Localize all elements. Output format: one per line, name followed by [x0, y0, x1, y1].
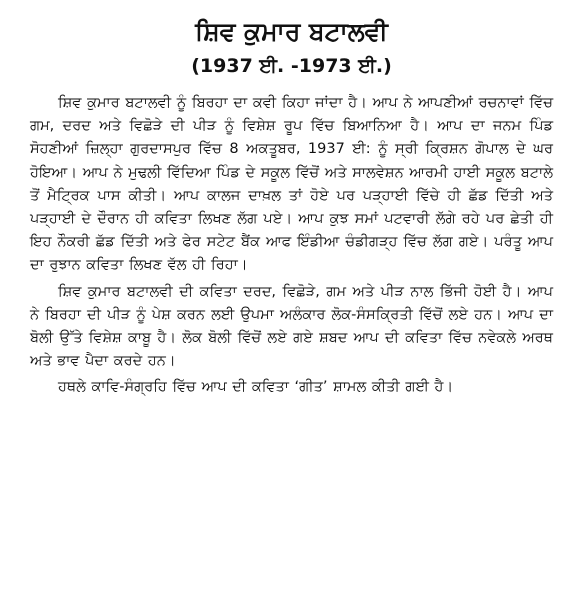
- paragraph-included-poem: ਹਥਲੇ ਕਾਵਿ-ਸੰਗ੍ਰਹਿ ਵਿੱਚ ਆਪ ਦੀ ਕਵਿਤਾ ‘ਗੀਤ’ ਸ਼ਾਮਲ ਕੀਤੀ ਗਈ ਹੈ।: [58, 379, 454, 396]
- paragraph-poetry-style: ਸ਼ਿਵ ਕੁਮਾਰ ਬਟਾਲਵੀ ਦੀ ਕਵਿਤਾ ਦਰਦ, ਵਿਛੋੜੇ, ਗਮ ਅਤੇ ਪੀੜ ਨਾਲ ਭਿੱਜੀ ਹੋਈ ਹੈ। ਆਪ ਨੇ ਬਿਰਹਾ ਦੀ ਪੀੜ ਨੂੰ ਪੇਸ਼ ਕਰਨ ਲਈ ਉਪਮਾ ਅਲੰਕਾਰ ਲੋਕ-ਸੰਸਕ੍ਰਿਤੀ ਵਿੱਚੋਂ ਲਏ ਹਨ। ਆਪ ਦਾ ਬੋਲੀ ਉੱਤੇ ਵਿਸ਼ੇਸ਼ ਕਾਬੂ ਹੈ। ਲੋਕ ਬੋਲੀ ਵਿੱਚੋਂ ਲਏ ਗਏ ਸ਼ਬਦ ਆਪ ਦੀ ਕਵਿਤਾ ਵਿੱਚ ਨਵੇਕਲੇ ਅਰਥ ਅਤੇ ਭਾਵ ਪੈਦਾ ਕਰਦੇ ਹਨ।: [30, 283, 553, 370]
- paragraph-biography: ਸ਼ਿਵ ਕੁਮਾਰ ਬਟਾਲਵੀ ਨੂੰ ਬਿਰਹਾ ਦਾ ਕਵੀ ਕਿਹਾ ਜਾਂਦਾ ਹੈ। ਆਪ ਨੇ ਆਪਣੀਆਂ ਰਚਨਾਵਾਂ ਵਿੱਚ ਗਮ, ਦਰਦ ਅਤੇ ਵਿਛੋੜੇ ਦੀ ਪੀੜ ਨੂੰ ਵਿਸ਼ੇਸ਼ ਰੂਪ ਵਿੱਚ ਬਿਆਨਿਆ ਹੈ। ਆਪ ਦਾ ਜਨਮ ਪਿੰਡ ਸੋਹਣੀਆਂ ਜ਼ਿਲ੍ਹਾ ਗੁਰਦਾਸਪੁਰ ਵਿੱਚ 8 ਅਕਤੂਬਰ, 1937 ਈ: ਨੂੰ ਸ੍ਰੀ ਕ੍ਰਿਸ਼ਨ ਗੋਪਾਲ ਦੇ ਘਰ ਹੋਇਆ। ਆਪ ਨੇ ਮੁਢਲੀ ਵਿੱਦਿਆ ਪਿੰਡ ਦੇ ਸਕੂਲ ਵਿੱਚੋਂ ਅਤੇ ਸਾਲਵੇਸ਼ਨ ਆਰਮੀ ਹਾਈ ਸਕੂਲ ਬਟਾਲੇ ਤੋਂ ਮੈਟ੍ਰਿਕ ਪਾਸ ਕੀਤੀ। ਆਪ ਕਾਲਜ ਦਾਖ਼ਲ ਤਾਂ ਹੋਏ ਪਰ ਪੜ੍ਹਾਈ ਵਿੱਚੇ ਹੀ ਛੱਡ ਦਿੱਤੀ ਅਤੇ ਪੜ੍ਹਾਈ ਦੇ ਦੌਰਾਨ ਹੀ ਕਵਿਤਾ ਲਿਖਣ ਲੱਗ ਪਏ। ਆਪ ਕੁਝ ਸਮਾਂ ਪਟਵਾਰੀ ਲੱਗੇ ਰਹੇ ਪਰ ਛੇਤੀ ਹੀ ਇਹ ਨੌਕਰੀ ਛੱਡ ਦਿੱਤੀ ਅਤੇ ਫੇਰ ਸਟੇਟ ਬੈਂਕ ਆਫ ਇੰਡੀਆ ਚੰਡੀਗੜ੍ਹ ਵਿੱਚ ਲੱਗ ਗਏ। ਪਰੰਤੂ ਆਪ ਦਾ ਰੁਝਾਨ ਕਵਿਤਾ ਲਿਖਣ ਵੱਲ ਹੀ ਰਿਹਾ।: [30, 95, 553, 274]
- page-title: ਸ਼ਿਵ ਕੁਮਾਰ ਬਟਾਲਵੀ: [195, 17, 388, 46]
- life-dates: (1937 ਈ. -1973 ਈ.): [191, 55, 392, 77]
